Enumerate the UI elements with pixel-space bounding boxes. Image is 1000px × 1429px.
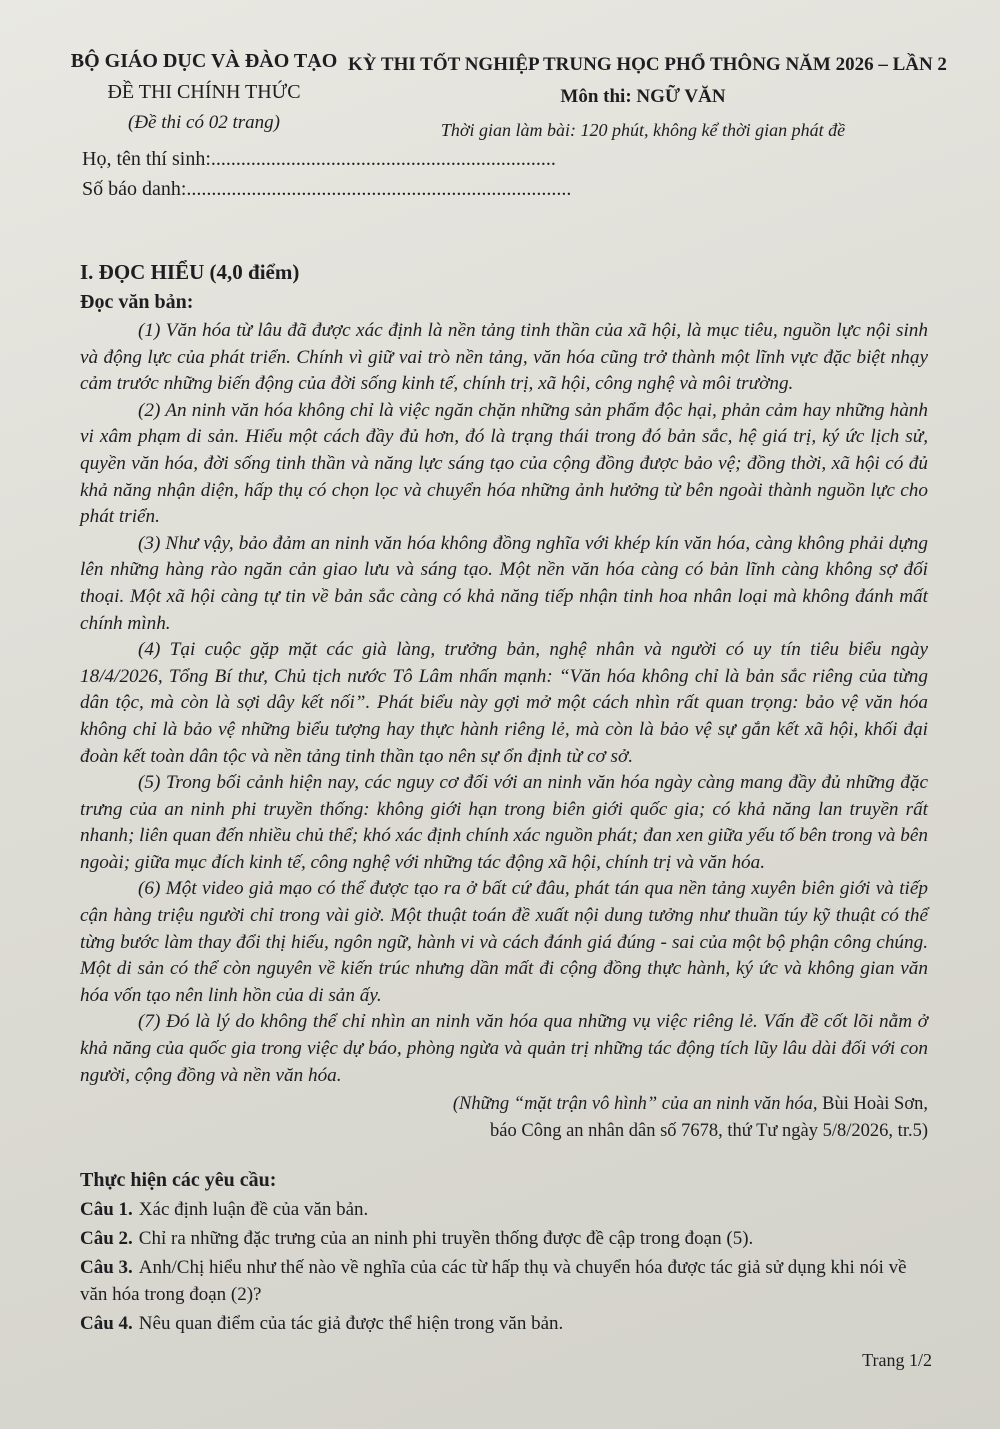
exam-subject: Môn thi: NGỮ VĂN [560, 86, 726, 107]
question-2 [80, 1225, 928, 1252]
source-line-1 [80, 1091, 928, 1118]
tasks-title: Thực hiện các yêu cầu: [80, 1169, 277, 1192]
passage-paragraph-5: (5) Trong bối cảnh hiện nay, các nguy cơ đối với an ninh văn hóa ngày càng mang đầy đủ những đặc trưng của an ninh phi truyền thống: không giới hạn trong biên giới quốc gia; có khả năng lan truyền rất nhanh; liên quan đến nhiều chủ thể; khó xác định chính xác nguồn phát; đan xen giữa yếu tố bên trong và bên ngoài; giữa mục đích kinh tế, công nghệ với những tác động xã hội, chính trị và văn hóa. [80, 772, 928, 873]
candidate-id-field[interactable]: Số báo danh:............................................................................. [82, 178, 572, 200]
question-label: Câu 1. [80, 1199, 133, 1221]
read-label: Đọc văn bản: [80, 291, 194, 313]
passage-paragraph-6: (6) Một video giả mạo có thể được tạo ra ở bất cứ đâu, phát tán qua nền tảng xuyên biên giới và tiếp cận hàng triệu người chỉ trong vài giờ. Một thuật toán đề xuất nội dung tưởng như thuần túy kỹ thuật có thể từng bước làm thay đổi thị hiếu, ngôn ngữ, hành vi và cách đánh giá đúng - sai của một bộ phận công chúng. Một di sản có thể còn nguyên về kiến trúc nhưng dần mất đi cộng đồng thực hành, ký ức và không gian văn hóa vốn tạo nên linh hồn của di sản ấy. [80, 878, 928, 1006]
question-label: Câu 3. [80, 1257, 133, 1279]
candidate-name-field[interactable]: Họ, tên thí sinh:..................................................................... [82, 148, 556, 170]
candidate-fields [82, 144, 571, 204]
exam-header [70, 44, 947, 244]
question-3 [80, 1254, 928, 1308]
passage-paragraph-4: (4) Tại cuộc gặp mặt các già làng, trưởng bản, nghệ nhân và người có uy tín tiêu biểu ngày 18/4/2026, Tổng Bí thư, Chủ tịch nước Tô Lâm nhấn mạnh: “Văn hóa không chỉ là bản sắc riêng của từng dân tộc, mà còn là sợi dây kết nối”. Phát biểu này gợi mở một cách nhìn rất quan trọng: bảo vệ văn hóa không chỉ là bảo vệ những biểu tượng hay thực hành riêng lẻ, mà còn là bảo vệ sự gắn kết xã hội, khối đại đoàn kết toàn dân tộc và nền tảng tinh thần tạo nên sự ổn định từ cơ sở. [80, 639, 928, 767]
source-line-2: báo Công an nhân dân số 7678, thứ Tư ngày 5/8/2026, tr.5) [490, 1121, 928, 1142]
ministry-name: BỘ GIÁO DỤC VÀ ĐÀO TẠO [70, 50, 338, 72]
passage-paragraph-7: (7) Đó là lý do không thể chỉ nhìn an ninh văn hóa qua những vụ việc riêng lẻ. Vấn đề cốt lõi nằm ở khả năng của quốc gia trong việc dự báo, phòng ngừa và quản trị những tác động tích lũy lâu dài đối với con người, cộng đồng và nền văn hóa. [80, 1011, 928, 1086]
question-text: Anh/Chị hiểu như thế nào về nghĩa của các từ hấp thụ và chuyển hóa được tác giả sử dụng khi nói về văn hóa trong đoạn (2)? [80, 1257, 907, 1306]
exam-duration: Thời gian làm bài: 120 phút, không kể thời gian phát đề [440, 120, 846, 140]
question-text: Xác định luận đề của văn bản. [138, 1199, 369, 1221]
passage-source [80, 1091, 928, 1145]
question-4 [80, 1310, 928, 1337]
passage-paragraph-2: (2) An ninh văn hóa không chỉ là việc ngăn chặn những sản phẩm độc hại, phản cảm hay những hành vi xâm phạm di sản. Hiểu một cách đầy đủ hơn, đó là trạng thái trong đó bản sắc, hệ giá trị, ký ức lịch sử, quyền văn hóa, đời sống tinh thần và năng lực sáng tạo của cộng đồng được bảo vệ; đồng thời, xã hội có đủ khả năng nhận diện, hấp thụ có chọn lọc và chuyển hóa những ảnh hưởng từ bên ngoài thành nguồn lực cho phát triển. [80, 399, 928, 528]
source-author: Bùi Hoài Sơn, [817, 1094, 928, 1115]
pages-note: (Đề thi có 02 trang) [128, 112, 280, 133]
question-1 [80, 1196, 928, 1223]
official-label: ĐỀ THI CHÍNH THỨC [107, 81, 301, 103]
passage-paragraph-3: (3) Như vậy, bảo đảm an ninh văn hóa không đồng nghĩa với khép kín văn hóa, càng không phải dựng lên những hàng rào ngăn cản giao lưu và sáng tạo. Một nền văn hóa càng có bản lĩnh càng không sợ đối thoại. Một xã hội càng tự tin về bản sắc càng có khả năng tiếp nhận tinh hoa nhân loại mà không đánh mất chính mình. [80, 532, 928, 634]
passage-paragraph-1: (1) Văn hóa từ lâu đã được xác định là nền tảng tinh thần của xã hội, là mục tiêu, nguồn lực nội sinh và động lực của phát triển. Chính vì giữ vai trò nền tảng, văn hóa cũng trở thành một lĩnh vực đặc biệt nhạy cảm trước những biến động của đời sống kinh tế, chính trị, xã hội, công nghệ và môi trường. [80, 320, 928, 395]
question-text: Nêu quan điểm của tác giả được thể hiện trong văn bản. [138, 1313, 564, 1335]
exam-title: KỲ THI TỐT NGHIỆP TRUNG HỌC PHỔ THÔNG NĂM 2026 – LẦN 2 [348, 54, 947, 75]
question-list [80, 1196, 928, 1337]
reading-passage [80, 318, 928, 1089]
section-title: I. ĐỌC HIỂU (4,0 điểm) [80, 260, 300, 284]
question-text: Chỉ ra những đặc trưng của an ninh phi truyền thống được đề cập trong đoạn (5). [138, 1228, 754, 1250]
source-title: (Những “mặt trận vô hình” của an ninh văn hóa, [452, 1094, 818, 1115]
page-number: Trang 1/2 [862, 1350, 932, 1370]
issuer-block [54, 50, 354, 134]
exam-info-block [348, 54, 947, 141]
question-label: Câu 4. [80, 1313, 133, 1335]
question-label: Câu 2. [80, 1228, 133, 1250]
